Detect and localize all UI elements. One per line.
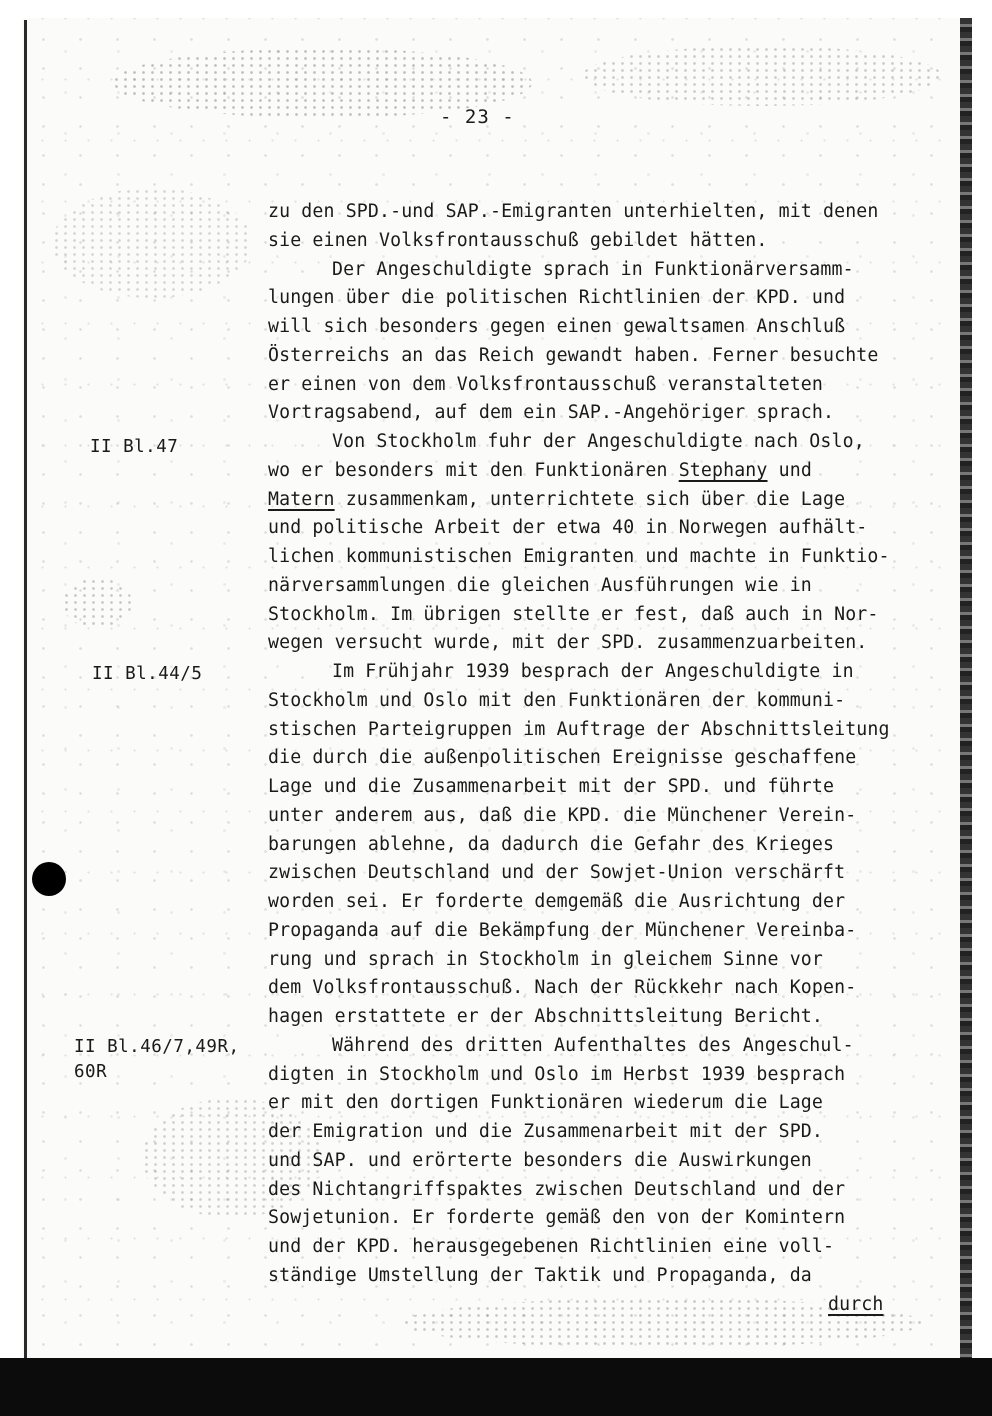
text-line: ständige Umstellung der Taktik und Propaganda, da (268, 1264, 812, 1286)
text-line: sie einen Volksfrontausschuß gebildet hätten. (268, 229, 768, 251)
text-line: Vortragsabend, auf dem ein SAP.-Angehöriger sprach. (268, 402, 835, 424)
margin-reference: II Bl.46/7,49R, (74, 1037, 240, 1057)
text-segment: zusammenkam, unterrichtete sich über die Lage (334, 488, 846, 510)
text-line: Lage und die Zusammenarbeit mit der SPD. und führte (268, 776, 835, 797)
text-segment: und (767, 459, 812, 481)
text-line: worden sei. Er forderte demgemäß die Ausrichtung der (268, 891, 846, 912)
text-line: dem Volksfrontausschuß. Nach der Rückkehr nach Kopen- (268, 977, 857, 999)
underlined-name: Stephany (678, 459, 768, 481)
text-segment: wo er besonders mit den Funktionären (268, 459, 679, 481)
text-line: er einen von dem Volksfrontausschuß veranstalteten (268, 373, 823, 395)
text-line: digten in Stockholm und Oslo im Herbst 1939 besprach (268, 1063, 846, 1085)
text-line: will sich besonders gegen einen gewaltsamen Anschluß (268, 316, 846, 337)
text-line: wegen versucht wurde, mit der SPD. zusammenzuarbeiten. (268, 632, 868, 654)
scan-smudge (52, 188, 252, 298)
text-line: Während des dritten Aufenthaltes des Angeschul- (332, 1034, 854, 1056)
text-line: Stockholm. Im übrigen stellte er fest, daß auch in Nor- (268, 603, 879, 625)
text-line: zwischen Deutschland und der Sowjet-Union verschärft (268, 862, 846, 884)
text-line: Der Angeschuldigte sprach in Funktionärversamm- (332, 258, 854, 280)
margin-reference: 60R (74, 1062, 108, 1082)
page-left-edge (24, 20, 27, 1358)
text-line: zu den SPD.-und SAP.-Emigranten unterhielten, mit denen (268, 201, 879, 222)
underlined-word: durch (828, 1293, 884, 1315)
text-line: und SAP. und erörterte besonders die Auswirkungen (268, 1149, 812, 1171)
scan-smudge (62, 578, 132, 628)
scan-smudge (582, 46, 942, 106)
text-line: Stockholm und Oslo mit den Funktionären der kommuni- (268, 689, 846, 711)
scan-bottom-band (0, 1358, 992, 1416)
text-line: unter anderem aus, daß die KPD. die Münchener Verein- (268, 804, 857, 826)
text-line: und der KPD. herausgegebenen Richtlinien eine voll- (268, 1236, 835, 1257)
text-line: rung und sprach in Stockholm in gleichem Sinne vor (268, 948, 823, 970)
margin-reference: II Bl.44/5 (92, 664, 203, 684)
text-line: er mit den dortigen Funktionären wiederum die Lage (268, 1092, 823, 1114)
text-line: Österreichs an das Reich gewandt haben. Ferner besuchte (268, 344, 879, 366)
text-line: Im Frühjahr 1939 besprach der Angeschuldigte in (332, 661, 854, 682)
text-line: närversammlungen die gleichen Ausführungen wie in (268, 574, 812, 596)
text-line: stischen Parteigruppen im Auftrage der Abschnittsleitung (268, 718, 890, 740)
text-line (268, 486, 968, 515)
text-line (268, 1291, 968, 1320)
text-line: Von Stockholm fuhr der Angeschuldigte nach Oslo, (332, 431, 865, 452)
text-line: lichen kommunistischen Emigranten und machte in Funktio- (268, 546, 890, 567)
text-line: lungen über die politischen Richtlinien der KPD. und (268, 287, 846, 309)
page-number: - 23 - (440, 106, 515, 128)
text-line (268, 457, 968, 486)
text-line: Sowjetunion. Er forderte gemäß den von der Komintern (268, 1207, 846, 1229)
text-line: der Emigration und die Zusammenarbeit mit der SPD. (268, 1121, 823, 1142)
text-line: Propaganda auf die Bekämpfung der Münchener Vereinba- (268, 919, 857, 941)
text-line: hagen erstattete er der Abschnittsleitung Bericht. (268, 1006, 823, 1027)
punch-hole (32, 862, 66, 896)
margin-reference: II Bl.47 (90, 437, 179, 457)
text-line: barungen ablehne, da dadurch die Gefahr des Krieges (268, 833, 835, 855)
text-line: die durch die außenpolitischen Ereignisse geschaffene (268, 747, 857, 769)
body-text (268, 198, 968, 1319)
text-line: und politische Arbeit der etwa 40 in Norwegen aufhält- (268, 517, 868, 539)
underlined-name: Matern (268, 488, 335, 510)
text-line: des Nichtangriffspaktes zwischen Deutschland und der (268, 1178, 846, 1200)
